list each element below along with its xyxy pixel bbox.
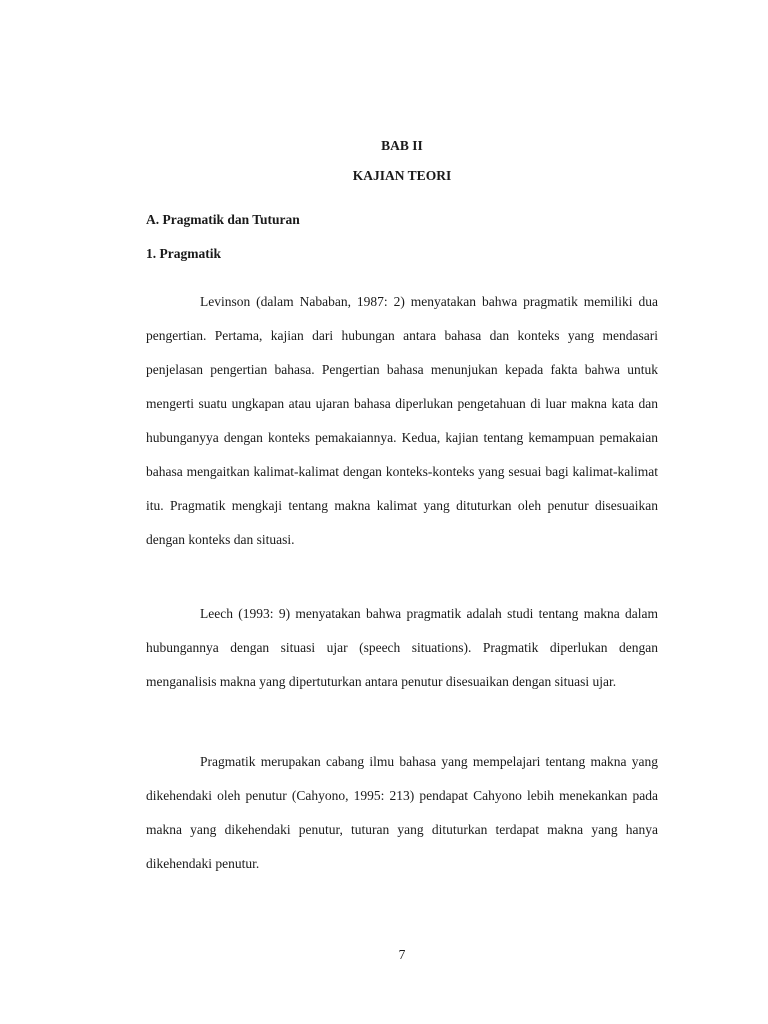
subsection-heading: 1. Pragmatik: [146, 246, 221, 261]
section-heading: A. Pragmatik dan Tuturan: [146, 212, 300, 227]
page-number: 7: [398, 947, 406, 962]
chapter-title: KAJIAN TEORI: [352, 168, 452, 183]
chapter-number: BAB II: [381, 138, 423, 153]
paragraph-cahyono: Pragmatik merupakan cabang ilmu bahasa yang mempelajari tentang makna yang dikehendaki oleh penutur (Cahyono, 1995: 213) pendapat Cahyono lebih menekankan pada makna yang dikehendaki penutur, tuturan yang dituturkan terdapat makna yang hanya dikehendaki penutur.: [146, 754, 658, 871]
paragraph-leech: Leech (1993: 9) menyatakan bahwa pragmatik adalah studi tentang makna dalam hubungannya dengan situasi ujar (speech situations). Pragmatik diperlukan dengan menganalisis makna yang dipertuturkan antara penutur disesuaikan dengan situasi ujar.: [146, 606, 658, 689]
paragraph-levinson: Levinson (dalam Nababan, 1987: 2) menyatakan bahwa pragmatik memiliki dua pengertian. Pertama, kajian dari hubungan antara bahasa dan konteks yang mendasari penjelasan pengertian bahasa. Pengertian bahasa menunjukan kepada fakta bahwa untuk mengerti suatu ungkapan atau ujaran bahasa diperlukan pengetahuan di luar makna kata dan hubunganyya dengan konteks pemakaiannya. Kedua, kajian tentang kemampuan pemakaian bahasa mengaitkan kalimat-kalimat dengan konteks-konteks yang sesuai bagi kalimat-kalimat itu. Pragmatik mengkaji tentang makna kalimat yang dituturkan oleh penutur disesuaikan dengan konteks dan situasi.: [146, 294, 658, 547]
